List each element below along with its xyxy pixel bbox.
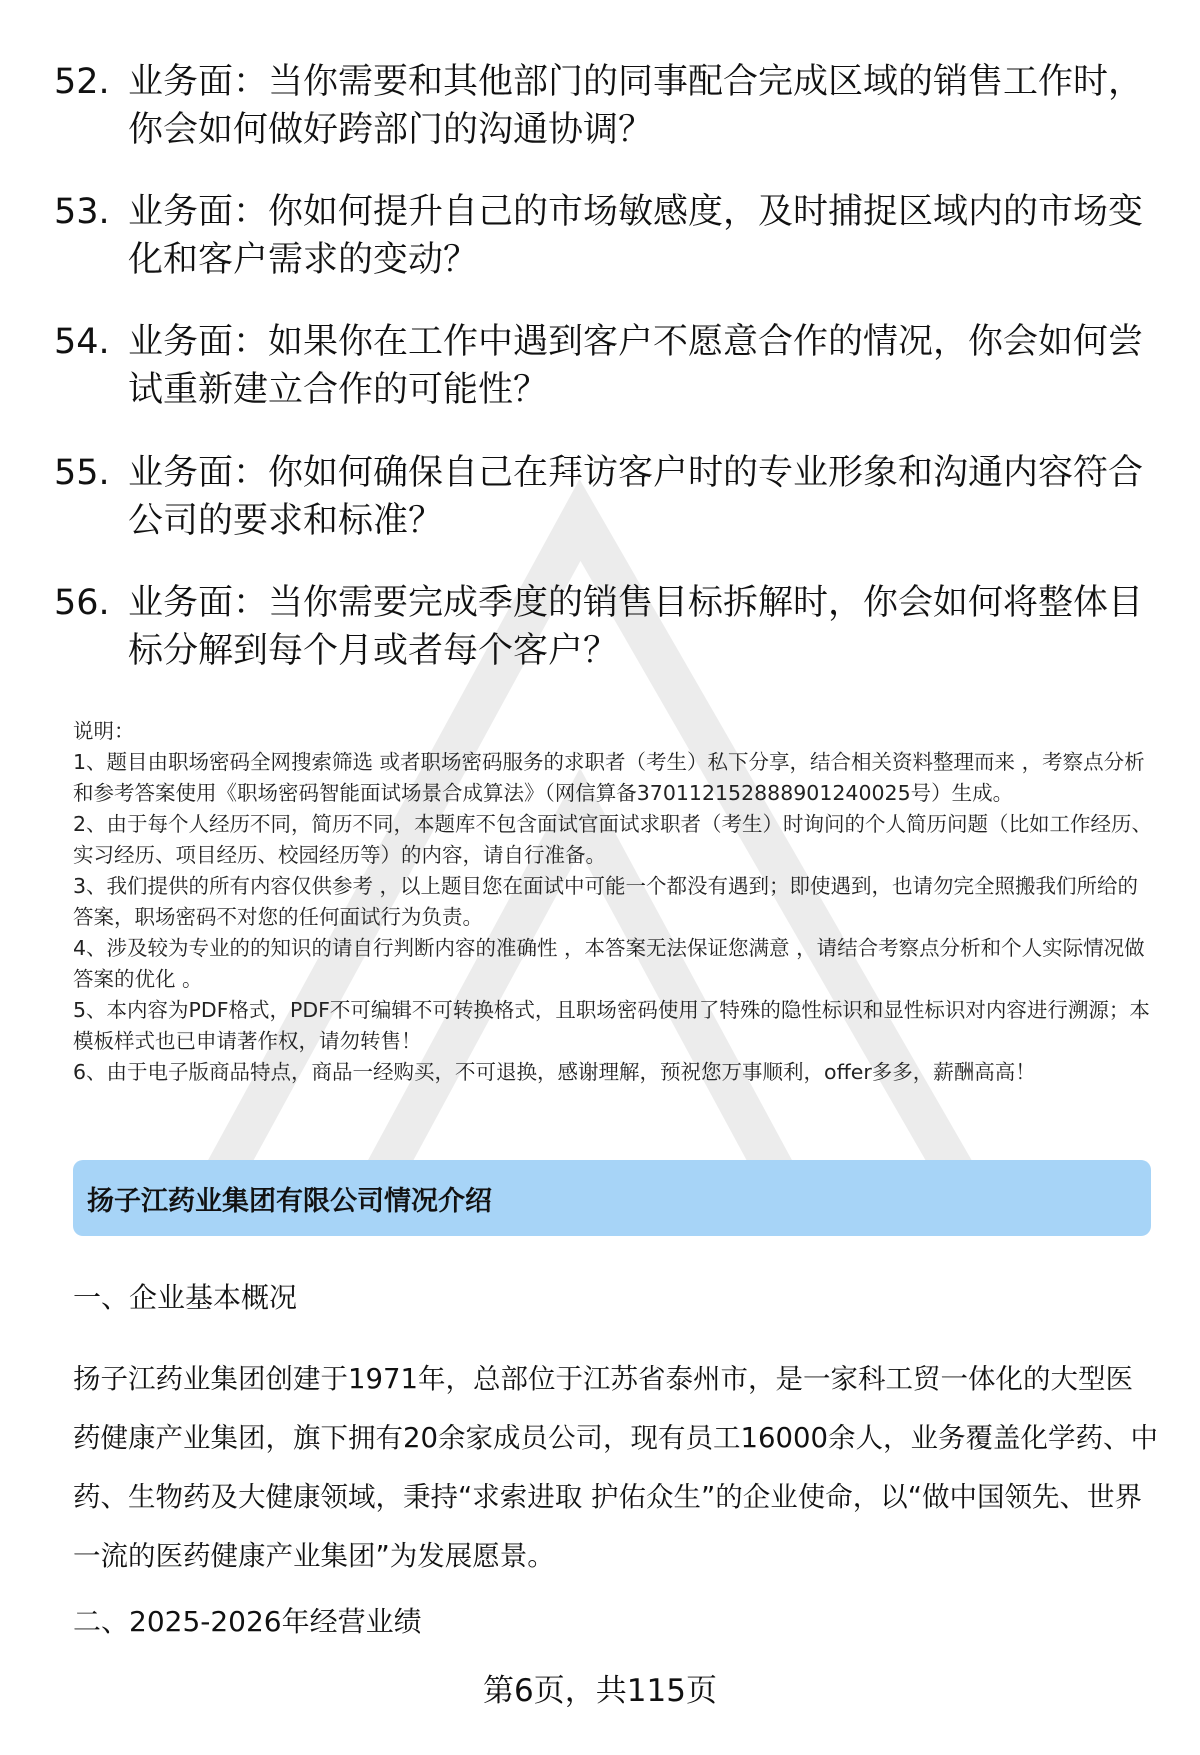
question-number: 55. [54, 453, 110, 493]
notes-section [73, 716, 1158, 1088]
section-heading: 二、2025-2026年经营业绩 [73, 1605, 422, 1638]
question-text: 业务面：你如何提升自己的市场敏感度，及时捕捉区域内的市场变化和客户需求的变动？ [128, 192, 1144, 280]
note-item: 6、由于电子版商品特点，商品一经购买，不可退换，感谢理解，预祝您万事顺利，offer多多，薪酬高高！ [73, 1060, 1036, 1084]
question-number: 56. [54, 583, 110, 623]
company-banner: 扬子江药业集团有限公司情况介绍 [73, 1160, 1151, 1236]
section-heading: 一、企业基本概况 [73, 1281, 298, 1314]
question-text: 业务面：当你需要完成季度的销售目标拆解时，你会如何将整体目标分解到每个月或者每个客户？ [128, 583, 1144, 671]
question-number: 53. [54, 192, 110, 232]
note-item: 4、涉及较为专业的的知识的请自行判断内容的准确性 ，本答案无法保证您满意 ，请结合考察点分析和个人实际情况做答案的优化 。 [73, 936, 1145, 991]
question-item [54, 318, 1164, 414]
question-item [54, 188, 1164, 284]
question-item [54, 449, 1164, 545]
question-item [54, 58, 1164, 154]
note-item: 1、题目由职场密码全网搜索筛选 或者职场密码服务的求职者（考生）私下分享，结合相关资料整理而来 ，考察点分析和参考答案使用《职场密码智能面试场景合成算法》（网信算备370112152888901240025号）生成。 [73, 750, 1145, 805]
question-text: 业务面：如果你在工作中遇到客户不愿意合作的情况，你会如何尝试重新建立合作的可能性？ [128, 322, 1144, 410]
question-number: 52. [54, 62, 110, 102]
notes-title: 说明： [73, 719, 135, 743]
note-item: 3、我们提供的所有内容仅供参考 ，以上题目您在面试中可能一个都没有遇到；即使遇到，也请勿完全照搬我们所给的答案，职场密码不对您的任何面试行为负责。 [73, 874, 1139, 929]
question-text: 业务面：你如何确保自己在拜访客户时的专业形象和沟通内容符合公司的要求和标准？ [128, 453, 1144, 541]
question-text: 业务面：当你需要和其他部门的同事配合完成区域的销售工作时，你会如何做好跨部门的沟通协调？ [128, 62, 1144, 150]
note-item: 2、由于每个人经历不同，简历不同，本题库不包含面试官面试求职者（考生）时询问的个人简历问题（比如工作经历、实习经历、项目经历、校园经历等）的内容，请自行准备。 [73, 812, 1153, 867]
company-paragraph: 扬子江药业集团创建于1971年，总部位于江苏省泰州市，是一家科工贸一体化的大型医药健康产业集团，旗下拥有20余家成员公司，现有员工16000余人，业务覆盖化学药、中药、生物药及大健康领域，秉持“求索进取 护佑众生”的企业使命，以“做中国领先、世界一流的医药健康产业集团”为发展愿景。 [73, 1363, 1158, 1572]
page-number: 第6页，共115页 [483, 1673, 717, 1709]
note-item: 5、本内容为PDF格式，PDF不可编辑不可转换格式，且职场密码使用了特殊的隐性标识和显性标识对内容进行溯源；本模板样式也已申请著作权，请勿转售！ [73, 998, 1150, 1053]
question-number: 54. [54, 322, 110, 362]
question-item [54, 579, 1164, 675]
